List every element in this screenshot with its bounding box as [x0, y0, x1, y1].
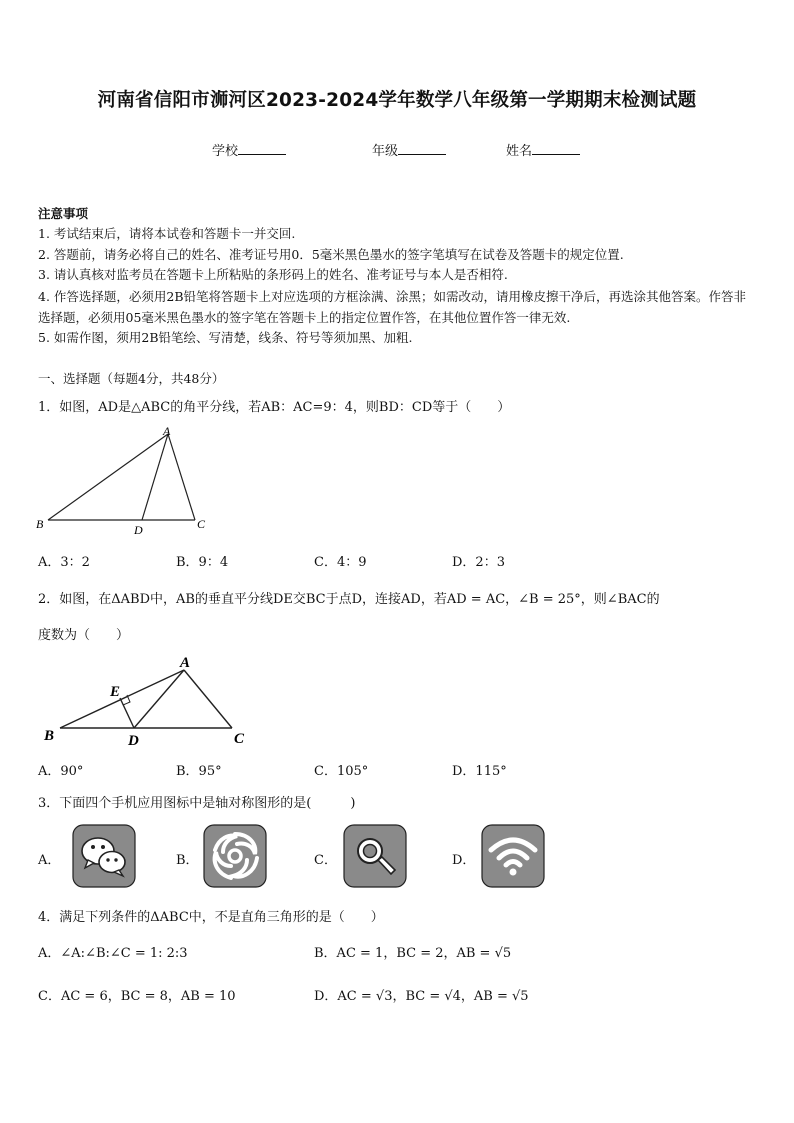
q2-option-a[interactable]: A．90°	[38, 764, 84, 779]
label-c: C	[234, 731, 245, 747]
segment-ad	[134, 670, 184, 728]
q1-triangle-figure	[30, 422, 220, 542]
grade-field[interactable]	[372, 140, 446, 159]
magnifier-icon[interactable]	[343, 824, 407, 888]
q4-option-d[interactable]: D．AC = √3，BC = √4，AB = √5	[314, 989, 529, 1004]
q2-option-c[interactable]: C．105°	[314, 764, 369, 779]
grade-label: 年级	[372, 144, 399, 159]
question-4-stem: 4．满足下列条件的ΔABC中，不是直角三角形的是（ ）	[38, 910, 384, 925]
note-item: 5. 如需作图，须用2B铅笔绘、写清楚，线条、符号等须加黑、加粗.	[38, 330, 413, 345]
note-item: 3. 请认真核对监考员在答题卡上所粘贴的条形码上的姓名、准考证号与本人是否相符.	[38, 267, 508, 282]
perp-bisector-de	[120, 698, 134, 728]
note-item: 4. 作答选择题，必须用2B铅笔将答题卡上对应选项的方框涂满、涂黑；如需改动，请用橡皮擦干净后，再选涂其他答案。作答非选择题，必须用05毫米黑色墨水的签字笔在答题卡上的指定位置作答，在其他位置作答一律无效.	[38, 289, 747, 325]
question-2-stem-cont: 度数为（ ）	[38, 628, 130, 643]
label-d: D	[134, 523, 143, 537]
bisector-ad	[142, 434, 168, 520]
side-ab	[48, 434, 168, 520]
label-a: A	[180, 655, 191, 671]
section-heading: 一、选择题（每题4分，共48分）	[38, 371, 225, 386]
q3-option-b[interactable]: B．	[176, 853, 199, 868]
note-item: 1. 考试结束后，请将本试卷和答题卡一并交回.	[38, 226, 296, 241]
label-c: C	[197, 517, 206, 531]
wifi-icon[interactable]	[481, 824, 545, 888]
label-b: B	[36, 517, 44, 531]
q1-option-c[interactable]: C．4：9	[314, 555, 367, 570]
spiral-icon[interactable]	[203, 824, 267, 888]
page-title: 河南省信阳市浉河区2023-2024学年数学八年级第一学期期末检测试题	[97, 90, 697, 111]
question-3-stem: 3．下面四个手机应用图标中是轴对称图形的是( )	[38, 796, 356, 811]
school-label: 学校	[212, 144, 239, 159]
side-ab	[60, 670, 184, 728]
school-field[interactable]	[212, 140, 286, 159]
q2-option-b[interactable]: B．95°	[176, 764, 222, 779]
q4-option-c[interactable]: C．AC = 6，BC = 8，AB = 10	[38, 989, 236, 1004]
label-b: B	[44, 728, 55, 744]
side-ac	[184, 670, 232, 728]
label-a: A	[163, 424, 171, 438]
q3-option-c[interactable]: C．	[314, 853, 337, 868]
q1-option-a[interactable]: A．3：2	[38, 555, 90, 570]
q4-option-b[interactable]: B．AC = 1，BC = 2，AB = √5	[314, 946, 512, 961]
q1-option-d[interactable]: D．2：3	[452, 555, 505, 570]
q2-option-d[interactable]: D．115°	[452, 764, 507, 779]
q3-option-d[interactable]: D．	[452, 853, 476, 868]
notes-heading: 注意事项	[38, 206, 89, 221]
label-d: D	[128, 733, 139, 749]
note-item: 2. 答题前，请务必将自己的姓名、准考证号用0．5毫米黑色墨水的签字笔填写在试卷及答题卡的规定位置.	[38, 247, 624, 262]
label-e: E	[110, 684, 121, 700]
name-field[interactable]	[506, 140, 580, 159]
school-blank[interactable]	[238, 142, 286, 155]
side-ac	[168, 434, 195, 520]
name-label: 姓名	[506, 144, 533, 159]
question-2-stem: 2．如图，在ΔABD中，AB的垂直平分线DE交BC于点D，连接AD，若AD = AC，∠B = 25°，则∠BAC的	[38, 592, 660, 607]
q4-option-a[interactable]: A．∠A:∠B:∠C = 1: 2:3	[38, 946, 188, 961]
name-blank[interactable]	[532, 142, 580, 155]
grade-blank[interactable]	[398, 142, 446, 155]
q3-option-a[interactable]: A．	[38, 853, 61, 868]
q2-triangle-figure	[36, 650, 260, 750]
wechat-icon[interactable]	[72, 824, 136, 888]
question-1-stem: 1．如图，AD是△ABC的角平分线，若AB：AC=9：4，则BD：CD等于（ ）	[38, 400, 511, 415]
q1-option-b[interactable]: B．9：4	[176, 555, 229, 570]
